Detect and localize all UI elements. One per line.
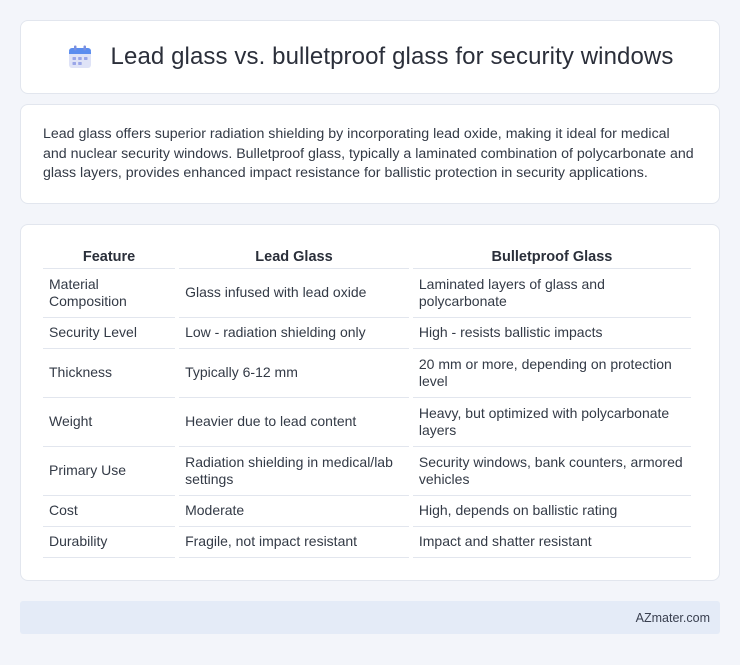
cell-feature: Durability [43, 527, 175, 558]
cell-feature: Security Level [43, 318, 175, 349]
cell-lead-glass: Low - radiation shielding only [179, 318, 409, 349]
footer-bar [20, 601, 720, 634]
cell-lead-glass: Glass infused with lead oxide [179, 269, 409, 318]
cell-lead-glass: Heavier due to lead content [179, 398, 409, 447]
table-header-row [43, 245, 691, 269]
table-row [43, 447, 691, 496]
cell-bulletproof-glass: Security windows, bank counters, armored vehicles [413, 447, 691, 496]
footer-site-link[interactable]: AZmater.com [635, 610, 710, 625]
cell-lead-glass: Radiation shielding in medical/lab settings [179, 447, 409, 496]
cell-feature: Material Composition [43, 269, 175, 318]
calendar-icon [67, 44, 93, 70]
comparison-card [20, 224, 720, 581]
title-card [20, 20, 720, 94]
header-bulletproof-glass: Bulletproof Glass [413, 245, 691, 269]
cell-feature: Weight [43, 398, 175, 447]
table-row [43, 398, 691, 447]
header-lead-glass: Lead Glass [179, 245, 409, 269]
cell-lead-glass: Typically 6-12 mm [179, 349, 409, 398]
cell-feature: Thickness [43, 349, 175, 398]
page-title: Lead glass vs. bulletproof glass for security windows [110, 43, 674, 70]
table-row [43, 349, 691, 398]
intro-paragraph: Lead glass offers superior radiation shielding by incorporating lead oxide, making it ideal for medical and nuclear security windows. Bulletproof glass, typically a laminated combination of polycarbonate and glass layers, provides enhanced impact resistance for ballistic protection in security applications. [43, 126, 694, 181]
cell-lead-glass: Fragile, not impact resistant [179, 527, 409, 558]
intro-card [20, 104, 720, 204]
cell-bulletproof-glass: 20 mm or more, depending on protection level [413, 349, 691, 398]
cell-bulletproof-glass: Impact and shatter resistant [413, 527, 691, 558]
table-row [43, 527, 691, 558]
header-feature: Feature [43, 245, 175, 269]
cell-bulletproof-glass: Laminated layers of glass and polycarbonate [413, 269, 691, 318]
table-row [43, 269, 691, 318]
cell-bulletproof-glass: High - resists ballistic impacts [413, 318, 691, 349]
cell-bulletproof-glass: High, depends on ballistic rating [413, 496, 691, 527]
title-wrap [67, 43, 674, 71]
table-row [43, 496, 691, 527]
comparison-table [39, 245, 695, 558]
cell-lead-glass: Moderate [179, 496, 409, 527]
cell-bulletproof-glass: Heavy, but optimized with polycarbonate layers [413, 398, 691, 447]
table-row [43, 318, 691, 349]
cell-feature: Cost [43, 496, 175, 527]
cell-feature: Primary Use [43, 447, 175, 496]
